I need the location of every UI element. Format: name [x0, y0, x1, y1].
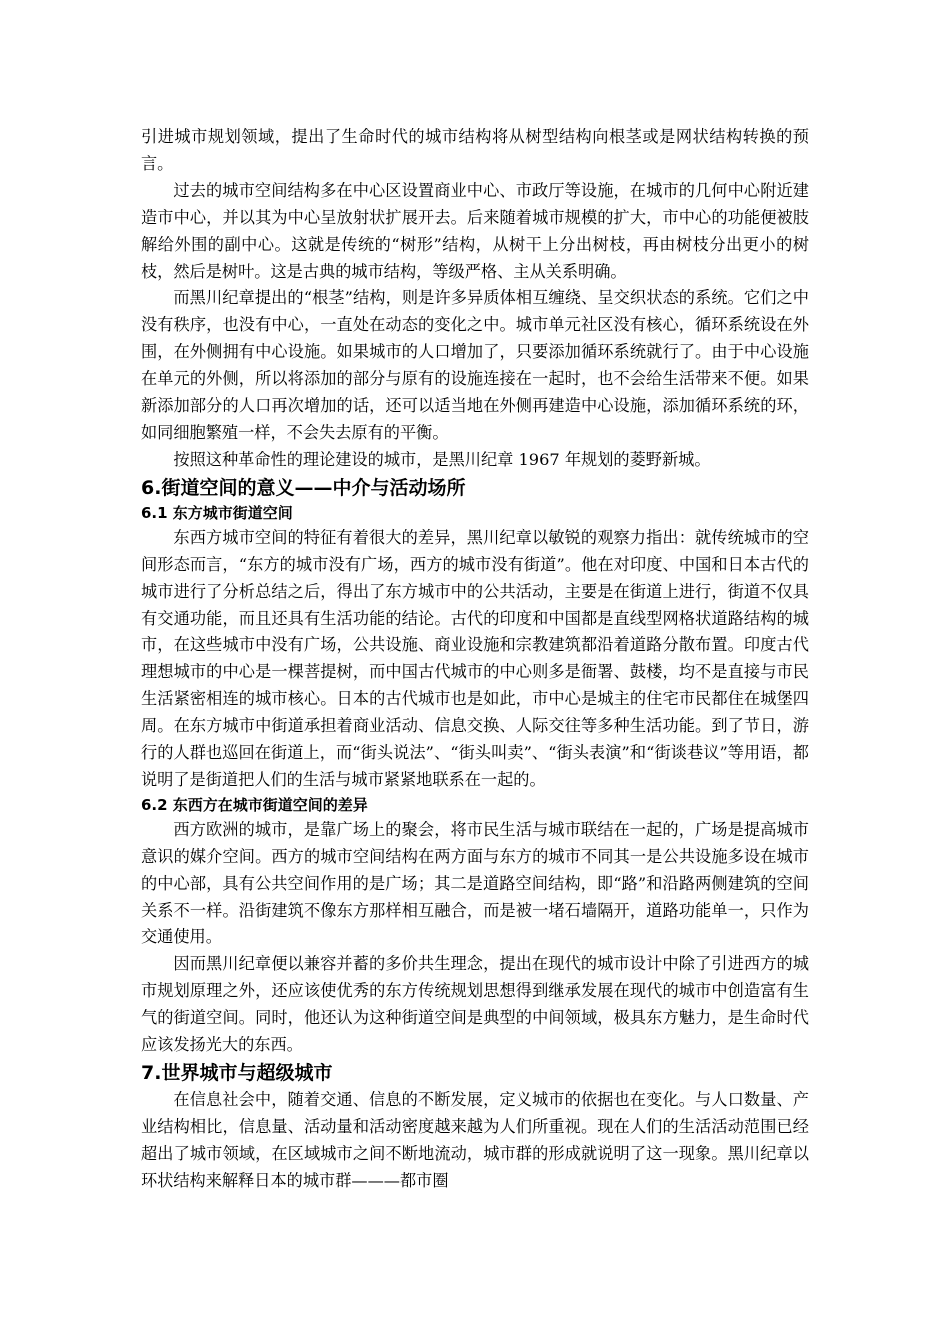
section-heading-6: 6.街道空间的意义——中介与活动场所	[141, 476, 466, 499]
section-heading-7: 7.世界城市与超级城市	[141, 1062, 333, 1084]
paragraph: 在信息社会中，随着交通、信息的不断发展，定义城市的依据也在变化。与人口数量、产业结构相比，信息量、活动量和活动密度越来越为人们所重视。现在人们的生活活动范围已经超出了城市领域，在区域城市之间不断地流动，城市群的形成就说明了这一现象。黑川纪章以环状结构来解释日本的城市群———都市圈	[141, 1090, 809, 1190]
subsection-heading-6-1: 6.1 东方城市街道空间	[141, 503, 293, 522]
paragraph: 引进城市规划领域，提出了生命时代的城市结构将从树型结构向根茎或是网状结构转换的预言。	[141, 127, 809, 173]
paragraph: 西方欧洲的城市，是靠广场上的聚会，将市民生活与城市联结在一起的，广场是提高城市意识的媒介空间。西方的城市空间结构在两方面与东方的城市不同其一是公共设施多设在城市的中心部，具有公共空间作用的是广场；其二是道路空间结构，即“路”和沿路两侧建筑的空间关系不一样。沿街建筑不像东方那样相互融合，而是被一堵石墙隔开，道路功能单一，只作为交通使用。	[141, 819, 809, 947]
paragraph: 东西方城市空间的特征有着很大的差异，黑川纪章以敏锐的观察力指出：就传统城市的空间形态而言，“东方的城市没有广场，西方的城市没有街道”。他在对印度、中国和日本古代的城市进行了分析总结之后，得出了东方城市中的公共活动，主要是在街道上进行，街道不仅具有交通功能，而且还具有生活功能的结论。古代的印度和中国都是直线型网格状道路结构的城市，在这些城市中没有广场，公共设施、商业设施和宗教建筑都沿着道路分散布置。印度古代理想城市的中心是一棵菩提树，而中国古代城市的中心则多是衙署、鼓楼，均不是直接与市民生活紧密相连的城市核心。日本的古代城市也是如此，市中心是城主的住宅市民都住在城堡四周。在东方城市中街道承担着商业活动、信息交换、人际交往等多种生活功能。到了节日，游行的人群也巡回在街道上，而“街头说法”、“街头叫卖”、“街头表演”和“街谈巷议”等用语，都说明了是街道把人们的生活与城市紧紧地联系在一起的。	[141, 527, 809, 789]
paragraph: 因而黑川纪章便以兼容并蓄的多价共生理念，提出在现代的城市设计中除了引进西方的城市规划原理之外，还应该使优秀的东方传统规划思想得到继承发展在现代的城市中创造富有生气的街道空间。同时，他还认为这种街道空间是典型的中间领域，极具东方魅力，是生命时代应该发扬光大的东西。	[141, 954, 809, 1055]
paragraph: 而黑川纪章提出的“根茎”结构，则是许多异质体相互缠绕、呈交织状态的系统。它们之中没有秩序，也没有中心，一直处在动态的变化之中。城市单元社区没有核心，循环系统设在外围，在外侧拥有中心设施。如果城市的人口增加了，只要添加循环系统就行了。由于中心设施在单元的外侧，所以将添加的部分与原有的设施连接在一起时，也不会给生活带来不便。如果新添加部分的人口再次增加的话，还可以适当地在外侧再建造中心设施，添加循环系统的环，如同细胞繁殖一样，不会失去原有的平衡。	[141, 288, 809, 442]
subsection-heading-6-2: 6.2 东西方在城市街道空间的差异	[141, 795, 368, 814]
document-body	[141, 124, 809, 1195]
paragraph: 按照这种革命性的理论建设的城市，是黑川纪章 1967 年规划的菱野新城。	[173, 449, 711, 469]
paragraph: 过去的城市空间结构多在中心区设置商业中心、市政厅等设施，在城市的几何中心附近建造市中心，并以其为中心呈放射状扩展开去。后来随着城市规模的扩大，市中心的功能便被肢解给外围的副中心。这就是传统的“树形”结构，从树干上分出树枝，再由树枝分出更小的树枝，然后是树叶。这是古典的城市结构，等级严格、主从关系明确。	[141, 180, 809, 281]
